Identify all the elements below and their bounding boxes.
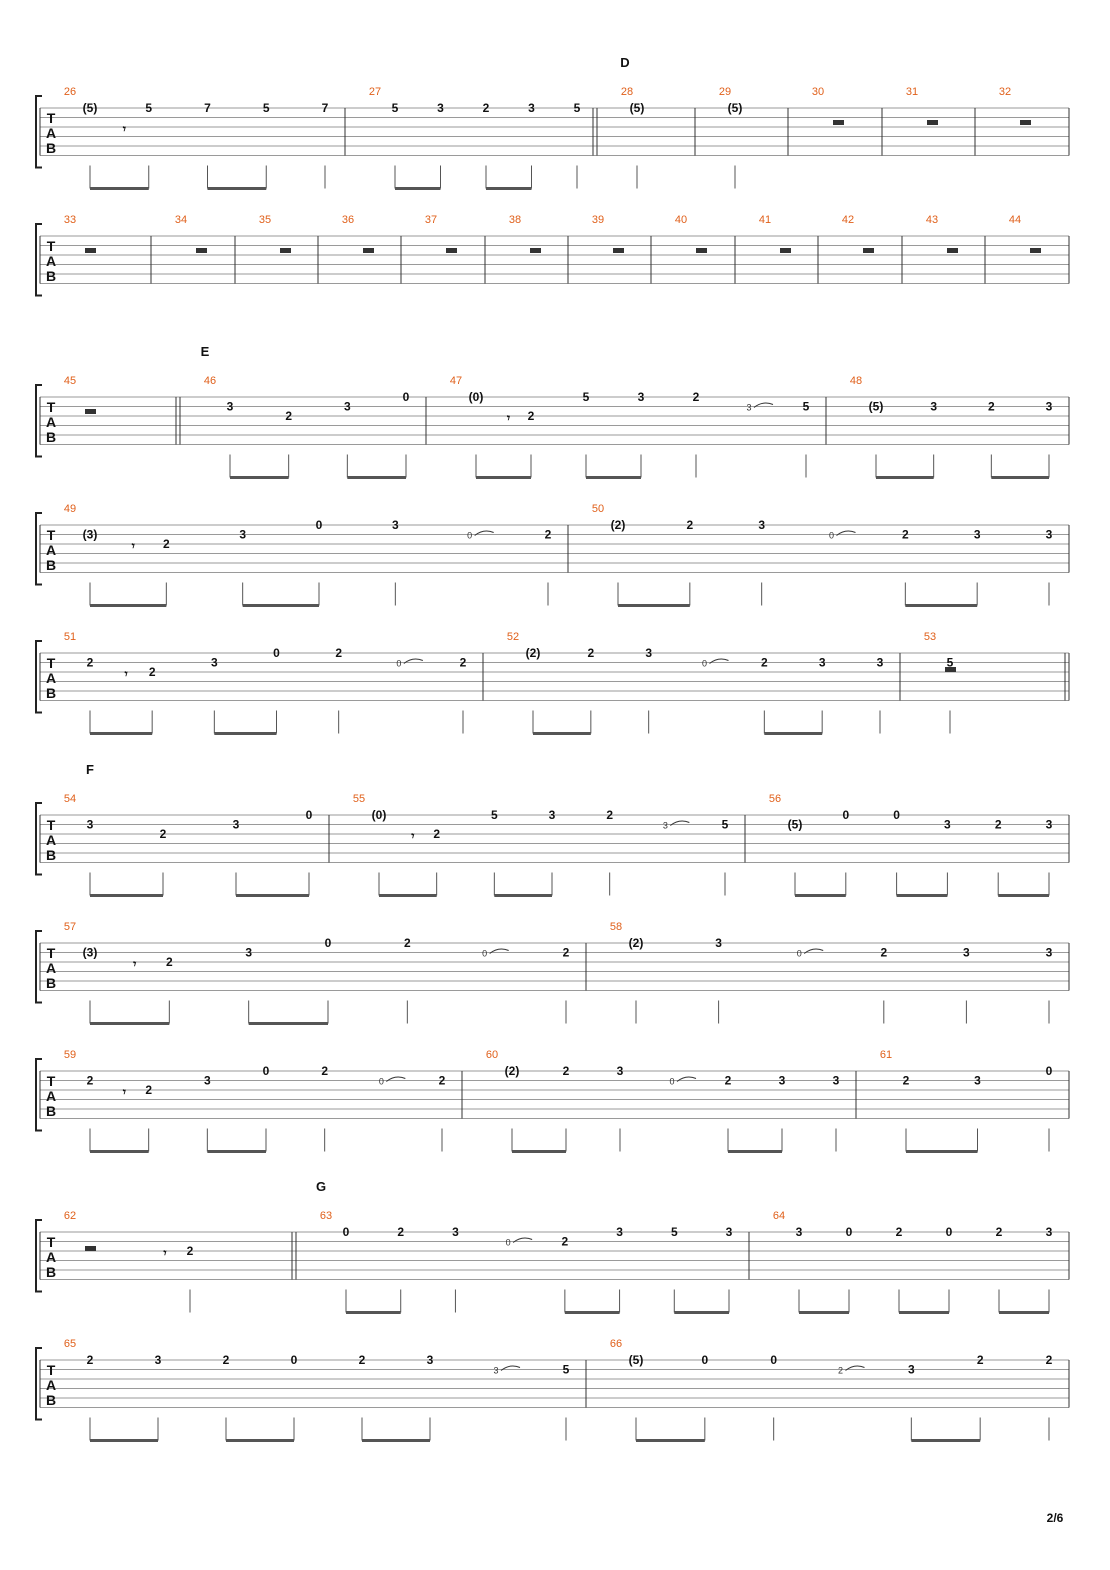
tab-system [36, 96, 1069, 189]
tab-letter-a: A [45, 960, 57, 976]
measure-number: 35 [258, 214, 272, 226]
fret-number: 3 [86, 817, 94, 832]
fret-number: 3 [391, 518, 399, 532]
measure-number: 29 [718, 86, 732, 98]
fret-number: 0 [842, 808, 850, 822]
system-bracket [36, 1348, 42, 1420]
measure-number: 30 [811, 86, 825, 98]
fret-number: (2) [628, 936, 644, 950]
whole-rest [833, 120, 844, 125]
tab-system [36, 385, 1069, 478]
measure-number: 59 [63, 1049, 77, 1061]
tab-letter-b: B [45, 1103, 57, 1119]
fret-number: 3 [426, 1353, 434, 1367]
fret-number: 5 [573, 101, 581, 115]
tab-letter-t: T [46, 1234, 56, 1250]
tab-letter-a: A [45, 1249, 57, 1265]
fret-number: 0 [342, 1225, 350, 1239]
tab-system [36, 513, 1069, 606]
tab-letter-b: B [45, 268, 57, 284]
fret-number: 2 [222, 1353, 230, 1367]
fret-number: (2) [525, 646, 541, 660]
fret-number: 2 [403, 936, 411, 950]
fret-number: 3 [528, 101, 535, 115]
tab-letter-b: B [45, 1392, 57, 1408]
section-marker: G [315, 1179, 327, 1194]
fret-number: 3 [645, 646, 653, 660]
measure-number: 64 [772, 1210, 786, 1222]
tab-letter-a: A [45, 125, 57, 141]
system-bracket [36, 224, 42, 296]
grace-note: 0 [505, 1237, 511, 1248]
measure-number: 48 [849, 375, 863, 387]
measure-number: 61 [879, 1049, 893, 1061]
fret-number: 2 [159, 827, 167, 841]
system-bracket [36, 641, 42, 713]
fret-number: 3 [778, 1073, 786, 1088]
fret-number: 2 [760, 655, 768, 670]
fret-number: 0 [290, 1353, 298, 1367]
fret-number: 2 [397, 1225, 405, 1239]
measure-number: 44 [1008, 214, 1022, 226]
measure-number: 65 [63, 1338, 77, 1350]
fret-number: 3 [973, 527, 981, 542]
grace-note: 2 [837, 1365, 844, 1376]
measure-number: 53 [923, 631, 937, 643]
fret-number: 2 [358, 1353, 366, 1367]
fret-number: 3 [795, 1225, 803, 1239]
fret-number: 3 [245, 945, 253, 960]
fret-number: 2 [321, 1064, 329, 1078]
fret-number: (5) [82, 101, 98, 115]
tab-letter-b: B [45, 847, 57, 863]
measure-number: 52 [506, 631, 520, 643]
fret-number: (5) [628, 1353, 644, 1367]
measure-number: 58 [609, 921, 623, 933]
whole-rest [863, 248, 874, 253]
whole-rest [280, 248, 291, 253]
fret-number: 5 [670, 1225, 678, 1239]
measure-number: 41 [758, 214, 772, 226]
measure-number: 54 [63, 793, 77, 805]
fret-number: 2 [724, 1073, 732, 1088]
grace-note: 3 [493, 1365, 499, 1376]
whole-rest [85, 248, 96, 253]
fret-number: 0 [701, 1353, 709, 1367]
grace-note: 0 [482, 948, 488, 959]
fret-number: 3 [1045, 1225, 1053, 1239]
fret-number: 2 [1045, 1353, 1053, 1367]
fret-number: 3 [832, 1073, 840, 1088]
measure-number: 51 [63, 631, 77, 643]
fret-number: 2 [692, 390, 700, 404]
measure-number: 27 [368, 86, 382, 98]
whole-rest [613, 248, 624, 253]
whole-rest [780, 248, 791, 253]
tab-letter-b: B [45, 1264, 57, 1280]
measure-number: 34 [174, 214, 188, 226]
tab-letter-t: T [46, 1362, 56, 1378]
tab-letter-a: A [45, 414, 57, 430]
fret-number: (5) [629, 101, 645, 115]
fret-number: 2 [86, 1353, 94, 1367]
fret-number: 2 [86, 655, 94, 670]
fret-number: 2 [544, 527, 552, 542]
fret-number: 2 [561, 1234, 569, 1249]
whole-rest [1030, 248, 1041, 253]
tab-letter-t: T [46, 817, 56, 833]
fret-number: 0 [1045, 1064, 1053, 1078]
measure-number: 60 [485, 1049, 499, 1061]
fret-number: 0 [315, 518, 323, 532]
fret-number: 2 [86, 1073, 94, 1088]
fret-number: 2 [165, 955, 173, 969]
measure-number: 36 [341, 214, 355, 226]
fret-number: 2 [901, 527, 909, 542]
fret-number: 2 [686, 518, 694, 532]
fret-number: 2 [186, 1244, 194, 1258]
grace-note: 0 [378, 1076, 384, 1087]
measure-number: 42 [841, 214, 855, 226]
tab-letter-t: T [46, 238, 56, 254]
eighth-rest: 𝄾 [122, 122, 126, 136]
tab-letter-a: A [45, 1088, 57, 1104]
whole-rest [363, 248, 374, 253]
fret-number: 2 [994, 817, 1002, 832]
system-bracket [36, 1059, 42, 1131]
fret-number: 3 [963, 945, 970, 960]
whole-rest [696, 248, 707, 253]
fret-number: 2 [987, 399, 995, 414]
tab-letter-t: T [46, 945, 56, 961]
fret-number: 2 [527, 409, 535, 423]
grace-note: 0 [701, 658, 708, 669]
fret-number: 3 [154, 1353, 162, 1367]
fret-number: 5 [145, 101, 153, 115]
fret-number: 7 [321, 101, 329, 115]
tab-letter-a: A [45, 542, 57, 558]
fret-number: (5) [868, 399, 884, 414]
tab-letter-b: B [45, 140, 57, 156]
fret-number: 3 [944, 817, 951, 832]
fret-number: 2 [880, 945, 888, 960]
fret-number: 5 [490, 808, 498, 822]
measure-number: 49 [63, 503, 77, 515]
fret-number: 3 [818, 655, 826, 670]
tab-system [36, 1059, 1069, 1152]
fret-number: 5 [946, 655, 954, 670]
fret-number: 0 [324, 936, 332, 950]
system-bracket [36, 96, 42, 168]
page-number: 2/6 [1046, 1511, 1064, 1525]
fret-number: 5 [802, 399, 810, 414]
grace-note: 0 [467, 530, 473, 541]
tab-letter-b: B [45, 557, 57, 573]
fret-number: 3 [637, 390, 645, 404]
fret-number: 3 [616, 1225, 623, 1239]
fret-number: (5) [787, 817, 803, 832]
whole-rest [85, 409, 96, 414]
fret-number: 2 [162, 537, 170, 551]
fret-number: 3 [203, 1073, 211, 1088]
tab-letter-a: A [45, 832, 57, 848]
tab-letter-t: T [46, 655, 56, 671]
fret-number: 3 [226, 399, 234, 414]
fret-number: 2 [482, 101, 490, 115]
grace-note: 3 [746, 402, 752, 413]
system-bracket [36, 513, 42, 585]
measure-number: 26 [63, 86, 77, 98]
whole-rest [947, 248, 958, 253]
fret-number: (2) [610, 518, 626, 532]
fret-number: 0 [770, 1353, 778, 1367]
fret-number: (5) [727, 101, 743, 115]
measure-number: 62 [63, 1210, 77, 1222]
fret-number: 0 [402, 390, 410, 404]
measure-number: 33 [63, 214, 77, 226]
measure-number: 47 [449, 375, 463, 387]
fret-number: 2 [438, 1073, 446, 1088]
fret-number: 3 [616, 1064, 624, 1078]
fret-number: 2 [562, 1064, 570, 1078]
measure-number: 57 [63, 921, 77, 933]
fret-number: 2 [433, 827, 441, 841]
fret-number: 3 [1045, 399, 1053, 414]
whole-rest [196, 248, 207, 253]
tab-letter-b: B [45, 685, 57, 701]
fret-number: (3) [82, 527, 98, 542]
eighth-rest: 𝄾 [506, 411, 511, 425]
fret-number: 3 [239, 527, 247, 542]
eighth-rest: 𝄾 [131, 539, 135, 553]
system-bracket [36, 1220, 42, 1292]
fret-number: 5 [562, 1362, 570, 1377]
fret-number: 0 [893, 808, 900, 822]
fret-number: 0 [305, 808, 313, 822]
tab-system [36, 224, 1069, 296]
measure-number: 32 [998, 86, 1012, 98]
tab-letter-t: T [46, 110, 56, 126]
whole-rest [530, 248, 541, 253]
measure-number: 66 [609, 1338, 623, 1350]
measure-number: 50 [591, 503, 605, 515]
measure-number: 28 [620, 86, 634, 98]
fret-number: 2 [895, 1225, 903, 1239]
fret-number: 3 [725, 1225, 733, 1239]
fret-number: 3 [1045, 527, 1053, 542]
fret-number: 2 [995, 1225, 1003, 1239]
system-bracket [36, 803, 42, 875]
fret-number: 3 [974, 1073, 981, 1088]
half-rest [85, 1246, 96, 1251]
tab-letter-b: B [45, 429, 57, 445]
grace-note: 0 [396, 658, 402, 669]
eighth-rest: 𝄾 [411, 829, 415, 843]
fret-number: 2 [145, 1083, 153, 1097]
measure-number: 43 [925, 214, 939, 226]
grace-note: 0 [828, 530, 835, 541]
tab-letter-b: B [45, 975, 57, 991]
measure-number: 39 [591, 214, 605, 226]
fret-number: 0 [945, 1225, 953, 1239]
fret-number: 2 [148, 665, 156, 679]
fret-number: 3 [930, 399, 938, 414]
tab-system [36, 641, 1069, 734]
fret-number: 3 [1045, 945, 1053, 960]
tab-letter-t: T [46, 1073, 56, 1089]
whole-rest [927, 120, 938, 125]
fret-number: 0 [262, 1064, 270, 1078]
tab-system [36, 931, 1069, 1024]
eighth-rest: 𝄾 [122, 1085, 126, 1099]
fret-number: 2 [335, 646, 343, 660]
tab-letter-a: A [45, 670, 57, 686]
eighth-rest: 𝄾 [163, 1246, 167, 1260]
section-marker: D [620, 55, 630, 70]
fret-number: 3 [210, 655, 218, 670]
measure-number: 63 [319, 1210, 333, 1222]
whole-rest [446, 248, 457, 253]
fret-number: 0 [845, 1225, 853, 1239]
fret-number: 3 [1045, 817, 1053, 832]
measure-number: 31 [905, 86, 919, 98]
fret-number: (3) [82, 945, 98, 960]
fret-number: 2 [976, 1353, 984, 1367]
measure-number: 40 [674, 214, 688, 226]
fret-number: 2 [587, 646, 595, 660]
measure-number: 37 [424, 214, 438, 226]
fret-number: 2 [902, 1073, 910, 1088]
eighth-rest: 𝄾 [124, 667, 128, 681]
system-bracket [36, 931, 42, 1003]
fret-number: 3 [437, 101, 444, 115]
fret-number: 2 [285, 409, 293, 423]
fret-number: 3 [452, 1225, 459, 1239]
fret-number: 0 [273, 646, 280, 660]
measure-number: 45 [63, 375, 77, 387]
fret-number: 3 [232, 817, 240, 832]
fret-number: 7 [204, 101, 211, 115]
measure-number: 55 [352, 793, 366, 805]
fret-number: 3 [548, 808, 556, 822]
grace-note: 0 [796, 948, 802, 959]
fret-number: (0) [371, 808, 387, 822]
fret-number: 5 [582, 390, 590, 404]
tab-letter-t: T [46, 399, 56, 415]
measure-number: 56 [768, 793, 782, 805]
fret-number: 3 [907, 1362, 915, 1377]
fret-number: 3 [758, 518, 766, 532]
fret-number: 5 [721, 817, 729, 832]
grace-note: 3 [662, 820, 668, 831]
fret-number: 5 [391, 101, 399, 115]
fret-number: 3 [876, 655, 884, 670]
fret-number: 3 [715, 936, 722, 950]
fret-number: (2) [504, 1064, 520, 1078]
grace-note: 0 [669, 1076, 675, 1087]
measure-number: 38 [508, 214, 522, 226]
fret-number: 3 [343, 399, 351, 414]
system-bracket [36, 385, 42, 457]
tab-letter-a: A [45, 253, 57, 269]
tab-letter-a: A [45, 1377, 57, 1393]
tab-letter-t: T [46, 527, 56, 543]
fret-number: 2 [606, 808, 614, 822]
section-marker: F [86, 762, 94, 777]
tab-system [36, 1220, 1069, 1313]
measure-number: 46 [203, 375, 217, 387]
fret-number: 2 [459, 655, 467, 670]
whole-rest [1020, 120, 1031, 125]
fret-number: (0) [468, 390, 484, 404]
eighth-rest: 𝄾 [133, 957, 137, 971]
fret-number: 2 [562, 945, 570, 960]
fret-number: 5 [262, 101, 270, 115]
section-marker: E [200, 344, 210, 359]
